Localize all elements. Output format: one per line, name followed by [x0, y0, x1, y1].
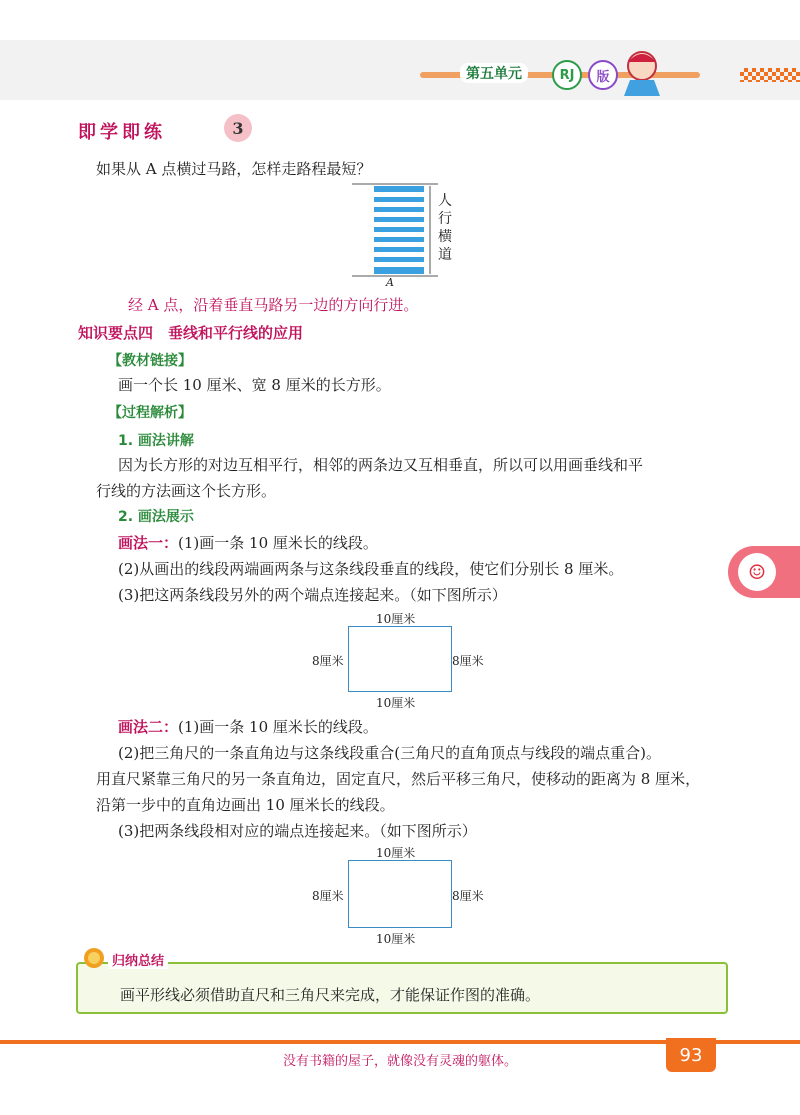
method1-label: 画法一： — [118, 534, 179, 552]
footer-motto: 没有书籍的屋子，就像没有灵魂的躯体。 — [282, 1054, 517, 1069]
edition-badge: 版 — [588, 60, 618, 90]
rect1-bottom-label: 10厘米 — [376, 696, 416, 710]
part1-line2: 行线的方法画这个长方形。 — [96, 482, 277, 500]
method1-step2: (2)从画出的线段两端画两条与这条线段垂直的线段，使它们分别长 8 厘米。 — [118, 560, 624, 578]
rect2-top-label: 10厘米 — [376, 846, 416, 860]
rect1-right-label: 8厘米 — [452, 654, 484, 668]
summary-text: 画平形线必须借助直尺和三角尺来完成，才能保证作图的准确。 — [120, 986, 541, 1004]
part1-line1: 因为长方形的对边互相平行，相邻的两条边又互相垂直，所以可以用画垂线和平 — [118, 456, 644, 474]
crosswalk-diagram — [352, 182, 438, 278]
method1-step3: (3)把这两条线段另外的两个端点连接起来。（如下图所示） — [118, 586, 507, 604]
knowledge-heading: 知识要点四 垂线和平行线的应用 — [78, 324, 304, 342]
answer-text: 经 A 点，沿着垂直马路另一边的方向行进。 — [128, 296, 419, 314]
method2-step1-line — [118, 716, 378, 738]
part1-heading: 1. 画法讲解 — [118, 433, 194, 449]
rect2-right-label: 8厘米 — [452, 889, 484, 903]
header-band — [0, 40, 800, 100]
checker-decoration — [740, 68, 800, 82]
rect2-left-label: 8厘米 — [312, 889, 344, 903]
rj-badge: RJ — [552, 60, 582, 90]
unit-title: 第五单元 — [460, 63, 528, 83]
crosswalk-label: 人行横道 — [438, 193, 452, 263]
process-tag: 【过程解析】 — [108, 405, 192, 421]
rect2-bottom-label: 10厘米 — [376, 932, 416, 946]
crosswalk-figure — [352, 182, 438, 278]
textbook-link-tag: 【教材链接】 — [108, 353, 192, 369]
rectangle-1 — [348, 626, 452, 692]
section-title: 即学即练 — [78, 122, 166, 143]
rectangle-2 — [348, 860, 452, 928]
textbook-link-text: 画一个长 10 厘米、宽 8 厘米的长方形。 — [118, 376, 391, 394]
part2-heading: 2. 画法展示 — [118, 509, 194, 525]
summary-title: 归纳总结 — [108, 950, 168, 969]
rect1-left-label: 8厘米 — [312, 654, 344, 668]
point-a-label: A — [386, 276, 394, 289]
method2-step2b: 用直尺紧靠三角尺的另一条直角边，固定直尺，然后平移三角尺，使移动的距离为 8 厘米， — [96, 770, 701, 788]
mascot-face-icon: ☺ — [738, 553, 776, 591]
mascot-lion-icon — [80, 946, 108, 970]
method2-step3: (3)把两条线段相对应的端点连接起来。（如下图所示） — [118, 822, 477, 840]
method1-step1: (1)画一条 10 厘米长的线段。 — [178, 534, 378, 552]
method2-step2a: (2)把三角尺的一条直角边与这条线段重合(三角尺的直角顶点与线段的端点重合)。 — [118, 744, 661, 762]
method2-step1: (1)画一条 10 厘米长的线段。 — [178, 718, 378, 736]
method1-step1-line — [118, 532, 378, 554]
page-number: 93 — [666, 1038, 716, 1072]
question-text: 如果从 A 点横过马路，怎样走路程最短？ — [96, 160, 372, 178]
method2-label: 画法二： — [118, 718, 179, 736]
rect1-top-label: 10厘米 — [376, 612, 416, 626]
section-number: 3 — [224, 114, 252, 142]
method2-step2c: 沿第一步中的直角边画出 10 厘米长的线段。 — [96, 796, 395, 814]
cartoon-girl-icon — [612, 46, 668, 98]
